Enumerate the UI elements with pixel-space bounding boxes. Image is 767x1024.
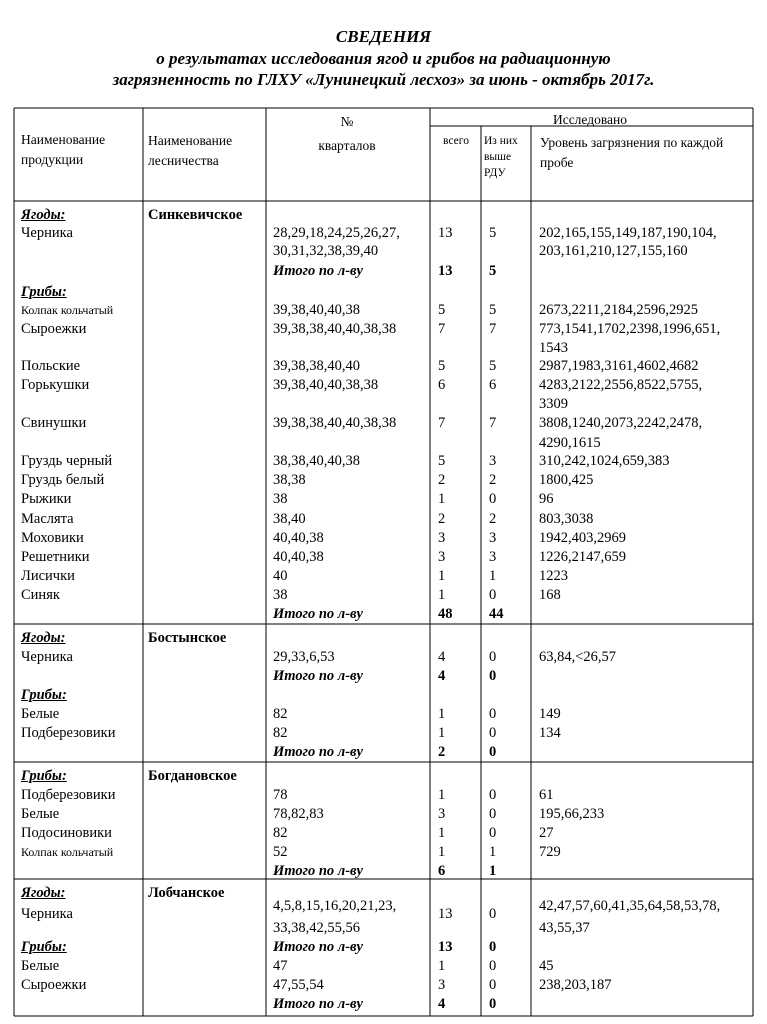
- cell-level: 42,47,57,60,41,35,64,58,53,78,: [539, 898, 721, 914]
- cell-above: 0: [489, 977, 497, 993]
- cell-product: Белые: [21, 958, 60, 974]
- cell-product: Подберезовики: [21, 725, 116, 741]
- cell-total: 13: [438, 906, 453, 922]
- cell-product: Грибы:: [21, 284, 67, 300]
- cell-product: Сыроежки: [21, 321, 87, 337]
- cell-total: 1: [438, 587, 446, 603]
- cell-above: 1: [489, 863, 497, 879]
- cell-above: 0: [489, 806, 497, 822]
- cell-product: Синяк: [21, 587, 60, 603]
- cell-total: 3: [438, 977, 446, 993]
- cell-total: 6: [438, 863, 446, 879]
- cell-above: 0: [489, 587, 497, 603]
- cell-forestry: Бостынское: [148, 630, 227, 646]
- cell-product: Черника: [21, 225, 73, 241]
- doc-subtitle-line2: загрязненность по ГЛХУ «Лунинецкий лесхоз» за июнь - октябрь 2017г.: [112, 70, 655, 89]
- cell-level: 4290,1615: [539, 435, 601, 451]
- cell-quarters: Итого по л-ву: [273, 939, 363, 955]
- cell-level: 1942,403,2969: [539, 530, 626, 546]
- cell-quarters: 40,40,38: [273, 530, 324, 546]
- cell-above: 1: [489, 568, 497, 584]
- cell-level: 238,203,187: [539, 977, 612, 993]
- cell-above: 44: [489, 606, 504, 622]
- cell-total: 3: [438, 806, 446, 822]
- cell-total: 3: [438, 549, 446, 565]
- cell-forestry: Богдановское: [148, 768, 237, 784]
- cell-product: Грибы:: [21, 687, 67, 703]
- header-studied: Исследовано: [552, 112, 628, 127]
- cell-product: Колпак кольчатый: [21, 845, 114, 859]
- cell-level: 134: [539, 725, 561, 741]
- cell-quarters: 38,38,40,40,38: [273, 453, 360, 469]
- cell-level: 43,55,37: [539, 920, 590, 936]
- cell-above: 6: [489, 377, 497, 393]
- cell-level: 2673,2211,2184,2596,2925: [539, 302, 698, 318]
- cell-quarters: 82: [273, 725, 288, 741]
- cell-total: 13: [438, 225, 453, 241]
- header-quarters-no: №: [340, 114, 354, 129]
- cell-total: 5: [438, 453, 446, 469]
- cell-product: Решетники: [21, 549, 90, 565]
- cell-product: Польские: [21, 358, 81, 374]
- cell-quarters: 47: [273, 958, 288, 974]
- cell-quarters: 40,40,38: [273, 549, 324, 565]
- cell-total: 6: [438, 377, 446, 393]
- cell-quarters: 38: [273, 491, 288, 507]
- cell-quarters: 39,38,38,40,40,38,38: [273, 321, 397, 337]
- cell-quarters: Итого по л-ву: [273, 668, 363, 684]
- cell-quarters: 82: [273, 825, 288, 841]
- cell-above: 0: [489, 939, 497, 955]
- cell-forestry: Синкевичское: [148, 207, 243, 223]
- cell-level: 1800,425: [539, 472, 594, 488]
- cell-above: 0: [489, 906, 497, 922]
- cell-product: Маслята: [21, 511, 74, 527]
- header-total: всего: [443, 135, 469, 147]
- cell-quarters: 29,33,6,53: [273, 649, 335, 665]
- cell-quarters: 33,38,42,55,56: [273, 920, 360, 936]
- cell-above: 0: [489, 668, 497, 684]
- cell-total: 4: [438, 996, 446, 1012]
- cell-above: 5: [489, 358, 497, 374]
- cell-product: Лисички: [21, 568, 75, 584]
- cell-product: Колпак кольчатый: [21, 303, 114, 317]
- cell-product: Горькушки: [21, 377, 90, 393]
- cell-product: Подосиновики: [21, 825, 112, 841]
- cell-level: 27: [539, 825, 554, 841]
- cell-level: 4283,2122,2556,8522,5755,: [539, 377, 703, 393]
- cell-quarters: Итого по л-ву: [273, 606, 363, 622]
- cell-above: 0: [489, 958, 497, 974]
- cell-above: 1: [489, 844, 497, 860]
- cell-level: 96: [539, 491, 554, 507]
- cell-above: 0: [489, 706, 497, 722]
- cell-quarters: Итого по л-ву: [273, 744, 363, 760]
- header-quarters: кварталов: [318, 138, 376, 153]
- cell-quarters: 78: [273, 787, 288, 803]
- cell-level: 310,242,1024,659,383: [539, 453, 670, 469]
- cell-product: Белые: [21, 706, 60, 722]
- cell-above: 0: [489, 649, 497, 665]
- cell-above: 5: [489, 302, 497, 318]
- cell-quarters: 78,82,83: [273, 806, 324, 822]
- cell-above: 0: [489, 725, 497, 741]
- cell-product: Белые: [21, 806, 60, 822]
- cell-total: 1: [438, 787, 446, 803]
- cell-quarters: 30,31,32,38,39,40: [273, 243, 379, 259]
- cell-product: Сыроежки: [21, 977, 87, 993]
- cell-quarters: 38: [273, 587, 288, 603]
- cell-total: 13: [438, 939, 453, 955]
- cell-quarters: 39,38,38,40,40: [273, 358, 360, 374]
- cell-level: 61: [539, 787, 554, 803]
- cell-above: 2: [489, 511, 497, 527]
- cell-total: 1: [438, 706, 446, 722]
- cell-total: 4: [438, 668, 446, 684]
- doc-title: СВЕДЕНИЯ: [335, 27, 432, 46]
- cell-product: Моховики: [21, 530, 84, 546]
- cell-above: 0: [489, 491, 497, 507]
- cell-product: Груздь черный: [21, 453, 113, 469]
- cell-quarters: 40: [273, 568, 288, 584]
- cell-total: 1: [438, 844, 446, 860]
- cell-level: 1543: [539, 340, 568, 356]
- cell-total: 7: [438, 415, 446, 431]
- cell-total: 2: [438, 511, 446, 527]
- cell-product: Груздь белый: [21, 472, 105, 488]
- cell-quarters: 39,38,40,40,38: [273, 302, 360, 318]
- cell-level: 773,1541,1702,2398,1996,651,: [539, 321, 721, 337]
- cell-product: Ягоды:: [21, 885, 66, 901]
- cell-level: 3808,1240,2073,2242,2478,: [539, 415, 703, 431]
- cell-total: 2: [438, 744, 446, 760]
- cell-product: Ягоды:: [21, 207, 66, 223]
- header-contamination-level: Уровень загрязнения по каждой пробе: [540, 135, 724, 170]
- cell-total: 4: [438, 649, 446, 665]
- header-forestry: Наименование лесничества: [148, 133, 233, 168]
- doc-subtitle-line1: о результатах исследования ягод и грибов на радиационную: [156, 49, 611, 68]
- cell-quarters: 39,38,38,40,40,38,38: [273, 415, 397, 431]
- cell-total: 13: [438, 263, 453, 279]
- cell-level: 1223: [539, 568, 568, 584]
- cell-above: 2: [489, 472, 497, 488]
- cell-product: Черника: [21, 906, 73, 922]
- cell-total: 1: [438, 725, 446, 741]
- cell-quarters: 38,38: [273, 472, 306, 488]
- cell-product: Грибы:: [21, 939, 67, 955]
- cell-level: 45: [539, 958, 554, 974]
- cell-quarters: 39,38,40,40,38,38: [273, 377, 379, 393]
- cell-level: 149: [539, 706, 561, 722]
- cell-total: 5: [438, 358, 446, 374]
- cell-quarters: 4,5,8,15,16,20,21,23,: [273, 898, 397, 914]
- cell-level: 729: [539, 844, 561, 860]
- cell-level: 3309: [539, 396, 568, 412]
- cell-above: 3: [489, 453, 497, 469]
- cell-quarters: 82: [273, 706, 288, 722]
- cell-total: 3: [438, 530, 446, 546]
- cell-above: 0: [489, 996, 497, 1012]
- header-above-rdu: Из них выше РДУ: [484, 135, 518, 179]
- cell-quarters: 52: [273, 844, 288, 860]
- cell-above: 0: [489, 825, 497, 841]
- cell-level: 203,161,210,127,155,160: [539, 243, 688, 259]
- cell-product: Черника: [21, 649, 73, 665]
- cell-total: 1: [438, 958, 446, 974]
- cell-total: 1: [438, 568, 446, 584]
- cell-product: Рыжики: [21, 491, 72, 507]
- cell-above: 3: [489, 549, 497, 565]
- cell-above: 5: [489, 225, 497, 241]
- cell-total: 2: [438, 472, 446, 488]
- cell-above: 0: [489, 787, 497, 803]
- cell-total: 1: [438, 825, 446, 841]
- cell-total: 48: [438, 606, 453, 622]
- cell-level: 63,84,<26,57: [539, 649, 617, 665]
- cell-above: 0: [489, 744, 497, 760]
- cell-above: 3: [489, 530, 497, 546]
- cell-quarters: Итого по л-ву: [273, 996, 363, 1012]
- cell-level: 2987,1983,3161,4602,4682: [539, 358, 699, 374]
- cell-product: Свинушки: [21, 415, 87, 431]
- cell-above: 7: [489, 415, 497, 431]
- cell-quarters: 38,40: [273, 511, 306, 527]
- cell-product: Грибы:: [21, 768, 67, 784]
- cell-level: 803,3038: [539, 511, 594, 527]
- cell-total: 5: [438, 302, 446, 318]
- cell-level: 202,165,155,149,187,190,104,: [539, 225, 717, 241]
- cell-total: 7: [438, 321, 446, 337]
- cell-level: 195,66,233: [539, 806, 605, 822]
- cell-total: 1: [438, 491, 446, 507]
- cell-product: Подберезовики: [21, 787, 116, 803]
- cell-level: 1226,2147,659: [539, 549, 626, 565]
- cell-quarters: Итого по л-ву: [273, 263, 363, 279]
- cell-level: 168: [539, 587, 561, 603]
- cell-product: Ягоды:: [21, 630, 66, 646]
- cell-quarters: 47,55,54: [273, 977, 324, 993]
- cell-quarters: Итого по л-ву: [273, 863, 363, 879]
- cell-above: 7: [489, 321, 497, 337]
- header-product: Наименование продукции: [21, 132, 106, 167]
- cell-forestry: Лобчанское: [148, 885, 225, 901]
- cell-quarters: 28,29,18,24,25,26,27,: [273, 225, 400, 241]
- cell-above: 5: [489, 263, 497, 279]
